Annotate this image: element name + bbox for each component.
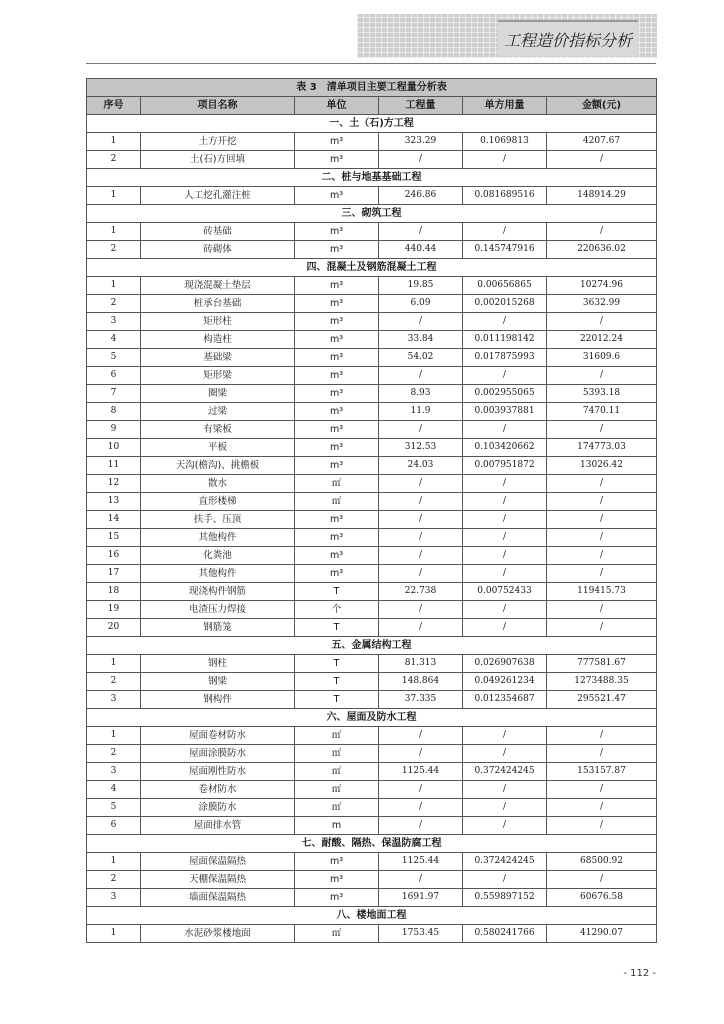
quantity-cell: 312.53 bbox=[379, 439, 463, 457]
table-row bbox=[87, 151, 657, 169]
amount-cell: 31609.6 bbox=[547, 349, 657, 367]
item-name-cell: 散水 bbox=[141, 475, 295, 493]
item-name-cell: 钢构件 bbox=[141, 691, 295, 709]
row-index-cell: 3 bbox=[87, 313, 141, 331]
amount-cell: 153157.87 bbox=[547, 763, 657, 781]
unit-usage-cell: / bbox=[463, 727, 547, 745]
amount-cell: / bbox=[547, 619, 657, 637]
item-name-cell: 扶手、压顶 bbox=[141, 511, 295, 529]
item-name-cell: 墙面保温隔热 bbox=[141, 889, 295, 907]
unit-cell: m³ bbox=[295, 457, 379, 475]
quantity-cell: 6.09 bbox=[379, 295, 463, 313]
amount-cell: 119415.73 bbox=[547, 583, 657, 601]
section-title: 六、屋面及防水工程 bbox=[87, 709, 657, 727]
unit-cell: m³ bbox=[295, 853, 379, 871]
amount-cell: 41290.07 bbox=[547, 925, 657, 943]
row-index-cell: 5 bbox=[87, 349, 141, 367]
amount-cell: / bbox=[547, 547, 657, 565]
table-row bbox=[87, 187, 657, 205]
quantity-cell: 1691.97 bbox=[379, 889, 463, 907]
unit-cell: m³ bbox=[295, 889, 379, 907]
quantity-cell: 1753.45 bbox=[379, 925, 463, 943]
unit-usage-cell: 0.007951872 bbox=[463, 457, 547, 475]
quantity-cell: / bbox=[379, 799, 463, 817]
table-row bbox=[87, 889, 657, 907]
amount-cell: / bbox=[547, 511, 657, 529]
quantity-cell: / bbox=[379, 781, 463, 799]
unit-cell: m³ bbox=[295, 871, 379, 889]
table-row bbox=[87, 349, 657, 367]
table-row bbox=[87, 547, 657, 565]
unit-usage-cell: / bbox=[463, 565, 547, 583]
unit-cell: m³ bbox=[295, 187, 379, 205]
section-title: 七、耐酸、隔热、保温防腐工程 bbox=[87, 835, 657, 853]
row-index-cell: 12 bbox=[87, 475, 141, 493]
page-number: - 112 - bbox=[623, 968, 656, 979]
quantity-cell: 24.03 bbox=[379, 457, 463, 475]
quantity-cell: / bbox=[379, 727, 463, 745]
unit-usage-cell: / bbox=[463, 529, 547, 547]
table-row bbox=[87, 529, 657, 547]
item-name-cell: 桩承台基础 bbox=[141, 295, 295, 313]
amount-cell: / bbox=[547, 565, 657, 583]
amount-cell: / bbox=[547, 151, 657, 169]
column-header-quantity: 工程量 bbox=[379, 97, 463, 115]
table-row bbox=[87, 655, 657, 673]
item-name-cell: 砖基础 bbox=[141, 223, 295, 241]
amount-cell: / bbox=[547, 529, 657, 547]
table-row bbox=[87, 565, 657, 583]
row-index-cell: 15 bbox=[87, 529, 141, 547]
unit-usage-cell: 0.1069813 bbox=[463, 133, 547, 151]
table-row bbox=[87, 673, 657, 691]
amount-cell: 68500.92 bbox=[547, 853, 657, 871]
table-row bbox=[87, 331, 657, 349]
section-title: 二、桩与地基基础工程 bbox=[87, 169, 657, 187]
unit-cell: T bbox=[295, 619, 379, 637]
quantity-cell: 1125.44 bbox=[379, 763, 463, 781]
column-header-amount: 金额(元) bbox=[547, 97, 657, 115]
unit-usage-cell: / bbox=[463, 367, 547, 385]
row-index-cell: 9 bbox=[87, 421, 141, 439]
quantity-cell: 37.335 bbox=[379, 691, 463, 709]
quantity-cell: 22.738 bbox=[379, 583, 463, 601]
section-row bbox=[87, 637, 657, 655]
table-caption-row bbox=[87, 79, 657, 97]
section-row bbox=[87, 259, 657, 277]
amount-cell: / bbox=[547, 781, 657, 799]
item-name-cell: 屋面排水管 bbox=[141, 817, 295, 835]
unit-usage-cell: 0.011198142 bbox=[463, 331, 547, 349]
quantity-cell: / bbox=[379, 529, 463, 547]
row-index-cell: 2 bbox=[87, 745, 141, 763]
quantity-cell: 1125.44 bbox=[379, 853, 463, 871]
unit-usage-cell: 0.00752433 bbox=[463, 583, 547, 601]
row-index-cell: 1 bbox=[87, 925, 141, 943]
unit-usage-cell: 0.012354687 bbox=[463, 691, 547, 709]
item-name-cell: 水泥砂浆楼地面 bbox=[141, 925, 295, 943]
item-name-cell: 钢柱 bbox=[141, 655, 295, 673]
amount-cell: 4207.67 bbox=[547, 133, 657, 151]
table-row bbox=[87, 223, 657, 241]
unit-usage-cell: 0.026907638 bbox=[463, 655, 547, 673]
row-index-cell: 20 bbox=[87, 619, 141, 637]
quantity-cell: / bbox=[379, 745, 463, 763]
unit-usage-cell: / bbox=[463, 871, 547, 889]
table-row bbox=[87, 601, 657, 619]
row-index-cell: 13 bbox=[87, 493, 141, 511]
column-header-unit: 单位 bbox=[295, 97, 379, 115]
amount-cell: / bbox=[547, 475, 657, 493]
table-row bbox=[87, 925, 657, 943]
unit-cell: m³ bbox=[295, 331, 379, 349]
table-row bbox=[87, 421, 657, 439]
quantity-cell: 8.93 bbox=[379, 385, 463, 403]
unit-cell: m³ bbox=[295, 367, 379, 385]
section-title: 八、楼地面工程 bbox=[87, 907, 657, 925]
unit-cell: m³ bbox=[295, 151, 379, 169]
section-row bbox=[87, 907, 657, 925]
quantity-cell: / bbox=[379, 151, 463, 169]
quantity-cell: 440.44 bbox=[379, 241, 463, 259]
item-name-cell: 其他构件 bbox=[141, 565, 295, 583]
unit-usage-cell: 0.559897152 bbox=[463, 889, 547, 907]
item-name-cell: 屋面保温隔热 bbox=[141, 853, 295, 871]
unit-cell: m³ bbox=[295, 511, 379, 529]
table-row bbox=[87, 385, 657, 403]
unit-cell: m³ bbox=[295, 439, 379, 457]
row-index-cell: 4 bbox=[87, 331, 141, 349]
row-index-cell: 5 bbox=[87, 799, 141, 817]
unit-cell: T bbox=[295, 583, 379, 601]
quantity-cell: 246.86 bbox=[379, 187, 463, 205]
table-row bbox=[87, 295, 657, 313]
table-row bbox=[87, 853, 657, 871]
table-row bbox=[87, 403, 657, 421]
unit-cell: m³ bbox=[295, 403, 379, 421]
item-name-cell: 圈梁 bbox=[141, 385, 295, 403]
row-index-cell: 1 bbox=[87, 727, 141, 745]
item-name-cell: 天沟(檐沟)、挑檐板 bbox=[141, 457, 295, 475]
table-row bbox=[87, 439, 657, 457]
table-row bbox=[87, 511, 657, 529]
quantity-cell: / bbox=[379, 223, 463, 241]
amount-cell: 3632.99 bbox=[547, 295, 657, 313]
unit-usage-cell: / bbox=[463, 511, 547, 529]
row-index-cell: 10 bbox=[87, 439, 141, 457]
amount-cell: / bbox=[547, 421, 657, 439]
unit-usage-cell: 0.372424245 bbox=[463, 763, 547, 781]
amount-cell: 22012.24 bbox=[547, 331, 657, 349]
row-index-cell: 1 bbox=[87, 655, 141, 673]
row-index-cell: 1 bbox=[87, 133, 141, 151]
amount-cell: 148914.29 bbox=[547, 187, 657, 205]
item-name-cell: 天棚保温隔热 bbox=[141, 871, 295, 889]
item-name-cell: 化粪池 bbox=[141, 547, 295, 565]
unit-usage-cell: 0.002015268 bbox=[463, 295, 547, 313]
row-index-cell: 14 bbox=[87, 511, 141, 529]
table-row bbox=[87, 781, 657, 799]
row-index-cell: 6 bbox=[87, 367, 141, 385]
quantity-cell: / bbox=[379, 367, 463, 385]
item-name-cell: 砖砌体 bbox=[141, 241, 295, 259]
row-index-cell: 4 bbox=[87, 781, 141, 799]
table-row bbox=[87, 475, 657, 493]
section-title: 三、砌筑工程 bbox=[87, 205, 657, 223]
unit-usage-cell: / bbox=[463, 493, 547, 511]
quantity-cell: 323.29 bbox=[379, 133, 463, 151]
unit-usage-cell: / bbox=[463, 619, 547, 637]
unit-cell: m³ bbox=[295, 223, 379, 241]
unit-usage-cell: / bbox=[463, 475, 547, 493]
amount-cell: / bbox=[547, 799, 657, 817]
row-index-cell: 1 bbox=[87, 277, 141, 295]
quantity-cell: 33.84 bbox=[379, 331, 463, 349]
unit-usage-cell: / bbox=[463, 313, 547, 331]
unit-usage-cell: 0.00656865 bbox=[463, 277, 547, 295]
unit-cell: m³ bbox=[295, 313, 379, 331]
unit-cell: ㎡ bbox=[295, 925, 379, 943]
amount-cell: / bbox=[547, 223, 657, 241]
row-index-cell: 1 bbox=[87, 853, 141, 871]
unit-cell: m³ bbox=[295, 421, 379, 439]
amount-cell: / bbox=[547, 367, 657, 385]
unit-usage-cell: / bbox=[463, 151, 547, 169]
unit-usage-cell: / bbox=[463, 547, 547, 565]
amount-cell: 10274.96 bbox=[547, 277, 657, 295]
unit-usage-cell: 0.145747916 bbox=[463, 241, 547, 259]
quantity-cell: / bbox=[379, 565, 463, 583]
unit-cell: ㎡ bbox=[295, 763, 379, 781]
item-name-cell: 屋面卷材防水 bbox=[141, 727, 295, 745]
amount-cell: 5393.18 bbox=[547, 385, 657, 403]
amount-cell: / bbox=[547, 817, 657, 835]
row-index-cell: 3 bbox=[87, 763, 141, 781]
table-row bbox=[87, 133, 657, 151]
quantity-cell: 148.864 bbox=[379, 673, 463, 691]
unit-cell: ㎡ bbox=[295, 475, 379, 493]
amount-cell: / bbox=[547, 727, 657, 745]
amount-cell: / bbox=[547, 871, 657, 889]
unit-cell: T bbox=[295, 673, 379, 691]
item-name-cell: 屋面刚性防水 bbox=[141, 763, 295, 781]
section-row bbox=[87, 169, 657, 187]
item-name-cell: 直形楼梯 bbox=[141, 493, 295, 511]
unit-usage-cell: 0.372424245 bbox=[463, 853, 547, 871]
item-name-cell: 人工挖孔灌注桩 bbox=[141, 187, 295, 205]
amount-cell: / bbox=[547, 313, 657, 331]
row-index-cell: 2 bbox=[87, 673, 141, 691]
item-name-cell: 土方开挖 bbox=[141, 133, 295, 151]
row-index-cell: 16 bbox=[87, 547, 141, 565]
amount-cell: / bbox=[547, 493, 657, 511]
column-header-item-name: 项目名称 bbox=[141, 97, 295, 115]
amount-cell: 13026.42 bbox=[547, 457, 657, 475]
column-header-unit-usage: 单方用量 bbox=[463, 97, 547, 115]
row-index-cell: 3 bbox=[87, 691, 141, 709]
amount-cell: 174773.03 bbox=[547, 439, 657, 457]
unit-usage-cell: 0.049261234 bbox=[463, 673, 547, 691]
unit-cell: ㎡ bbox=[295, 727, 379, 745]
amount-cell: 220636.02 bbox=[547, 241, 657, 259]
amount-cell: / bbox=[547, 745, 657, 763]
unit-usage-cell: 0.580241766 bbox=[463, 925, 547, 943]
quantity-cell: 81.313 bbox=[379, 655, 463, 673]
item-name-cell: 有梁板 bbox=[141, 421, 295, 439]
item-name-cell: 钢梁 bbox=[141, 673, 295, 691]
unit-cell: ㎡ bbox=[295, 799, 379, 817]
unit-cell: m³ bbox=[295, 547, 379, 565]
unit-usage-cell: / bbox=[463, 601, 547, 619]
page-header-title: 工程造价指标分析 bbox=[498, 20, 638, 56]
quantity-cell: 11.9 bbox=[379, 403, 463, 421]
table-row bbox=[87, 277, 657, 295]
table-row bbox=[87, 871, 657, 889]
table-row bbox=[87, 583, 657, 601]
unit-usage-cell: / bbox=[463, 745, 547, 763]
header-divider bbox=[86, 63, 656, 64]
table-row bbox=[87, 691, 657, 709]
unit-cell: m³ bbox=[295, 565, 379, 583]
row-index-cell: 8 bbox=[87, 403, 141, 421]
table-row bbox=[87, 493, 657, 511]
quantity-cell: / bbox=[379, 421, 463, 439]
unit-cell: ㎡ bbox=[295, 781, 379, 799]
amount-cell: 1273488.35 bbox=[547, 673, 657, 691]
item-name-cell: 矩形柱 bbox=[141, 313, 295, 331]
section-title: 四、混凝土及钢筋混凝土工程 bbox=[87, 259, 657, 277]
table-row bbox=[87, 799, 657, 817]
table-row bbox=[87, 727, 657, 745]
unit-usage-cell: 0.017875993 bbox=[463, 349, 547, 367]
table-row bbox=[87, 313, 657, 331]
unit-cell: 个 bbox=[295, 601, 379, 619]
table-row bbox=[87, 457, 657, 475]
unit-cell: m³ bbox=[295, 349, 379, 367]
item-name-cell: 土(石)方回填 bbox=[141, 151, 295, 169]
unit-cell: m³ bbox=[295, 277, 379, 295]
unit-cell: T bbox=[295, 655, 379, 673]
quantity-cell: 19.85 bbox=[379, 277, 463, 295]
table-header-row bbox=[87, 97, 657, 115]
item-name-cell: 电渣压力焊接 bbox=[141, 601, 295, 619]
row-index-cell: 3 bbox=[87, 889, 141, 907]
unit-usage-cell: 0.002955065 bbox=[463, 385, 547, 403]
table-caption: 表 3 清单项目主要工程量分析表 bbox=[87, 79, 657, 97]
unit-cell: m³ bbox=[295, 529, 379, 547]
row-index-cell: 1 bbox=[87, 223, 141, 241]
quantity-cell: / bbox=[379, 493, 463, 511]
row-index-cell: 1 bbox=[87, 187, 141, 205]
row-index-cell: 17 bbox=[87, 565, 141, 583]
table-row bbox=[87, 619, 657, 637]
unit-usage-cell: / bbox=[463, 817, 547, 835]
quantity-cell: / bbox=[379, 313, 463, 331]
item-name-cell: 涂膜防水 bbox=[141, 799, 295, 817]
table-row bbox=[87, 367, 657, 385]
amount-cell: 7470.11 bbox=[547, 403, 657, 421]
quantity-cell: / bbox=[379, 871, 463, 889]
row-index-cell: 2 bbox=[87, 871, 141, 889]
item-name-cell: 卷材防水 bbox=[141, 781, 295, 799]
row-index-cell: 2 bbox=[87, 151, 141, 169]
amount-cell: 295521.47 bbox=[547, 691, 657, 709]
unit-cell: m³ bbox=[295, 241, 379, 259]
item-name-cell: 基础梁 bbox=[141, 349, 295, 367]
table-row bbox=[87, 745, 657, 763]
bill-of-quantities-table bbox=[86, 78, 657, 943]
row-index-cell: 7 bbox=[87, 385, 141, 403]
unit-cell: m³ bbox=[295, 133, 379, 151]
unit-cell: m bbox=[295, 817, 379, 835]
amount-cell: / bbox=[547, 601, 657, 619]
table-row bbox=[87, 763, 657, 781]
amount-cell: 60676.58 bbox=[547, 889, 657, 907]
row-index-cell: 2 bbox=[87, 295, 141, 313]
quantity-cell: / bbox=[379, 475, 463, 493]
row-index-cell: 11 bbox=[87, 457, 141, 475]
item-name-cell: 过梁 bbox=[141, 403, 295, 421]
unit-usage-cell: / bbox=[463, 223, 547, 241]
row-index-cell: 6 bbox=[87, 817, 141, 835]
section-row bbox=[87, 709, 657, 727]
quantity-cell: / bbox=[379, 817, 463, 835]
section-title: 一、土（石)方工程 bbox=[87, 115, 657, 133]
column-header-index: 序号 bbox=[87, 97, 141, 115]
table-row bbox=[87, 817, 657, 835]
section-title: 五、金属结构工程 bbox=[87, 637, 657, 655]
unit-cell: ㎡ bbox=[295, 493, 379, 511]
item-name-cell: 矩形梁 bbox=[141, 367, 295, 385]
quantity-cell: / bbox=[379, 601, 463, 619]
section-row bbox=[87, 835, 657, 853]
unit-usage-cell: 0.081689516 bbox=[463, 187, 547, 205]
item-name-cell: 其他构件 bbox=[141, 529, 295, 547]
section-row bbox=[87, 205, 657, 223]
item-name-cell: 现浇构件钢筋 bbox=[141, 583, 295, 601]
amount-cell: 777581.67 bbox=[547, 655, 657, 673]
unit-cell: T bbox=[295, 691, 379, 709]
table-body bbox=[87, 115, 657, 943]
table-row bbox=[87, 241, 657, 259]
row-index-cell: 18 bbox=[87, 583, 141, 601]
unit-usage-cell: 0.103420662 bbox=[463, 439, 547, 457]
unit-usage-cell: / bbox=[463, 421, 547, 439]
unit-cell: m³ bbox=[295, 385, 379, 403]
unit-cell: m³ bbox=[295, 295, 379, 313]
item-name-cell: 构造柱 bbox=[141, 331, 295, 349]
unit-cell: ㎡ bbox=[295, 745, 379, 763]
quantity-cell: / bbox=[379, 511, 463, 529]
unit-usage-cell: 0.003937881 bbox=[463, 403, 547, 421]
row-index-cell: 2 bbox=[87, 241, 141, 259]
item-name-cell: 钢筋笼 bbox=[141, 619, 295, 637]
item-name-cell: 屋面涂膜防水 bbox=[141, 745, 295, 763]
quantity-cell: / bbox=[379, 619, 463, 637]
unit-usage-cell: / bbox=[463, 781, 547, 799]
quantity-cell: 54.02 bbox=[379, 349, 463, 367]
item-name-cell: 现浇混凝土垫层 bbox=[141, 277, 295, 295]
unit-usage-cell: / bbox=[463, 799, 547, 817]
item-name-cell: 平板 bbox=[141, 439, 295, 457]
row-index-cell: 19 bbox=[87, 601, 141, 619]
section-row bbox=[87, 115, 657, 133]
quantity-cell: / bbox=[379, 547, 463, 565]
